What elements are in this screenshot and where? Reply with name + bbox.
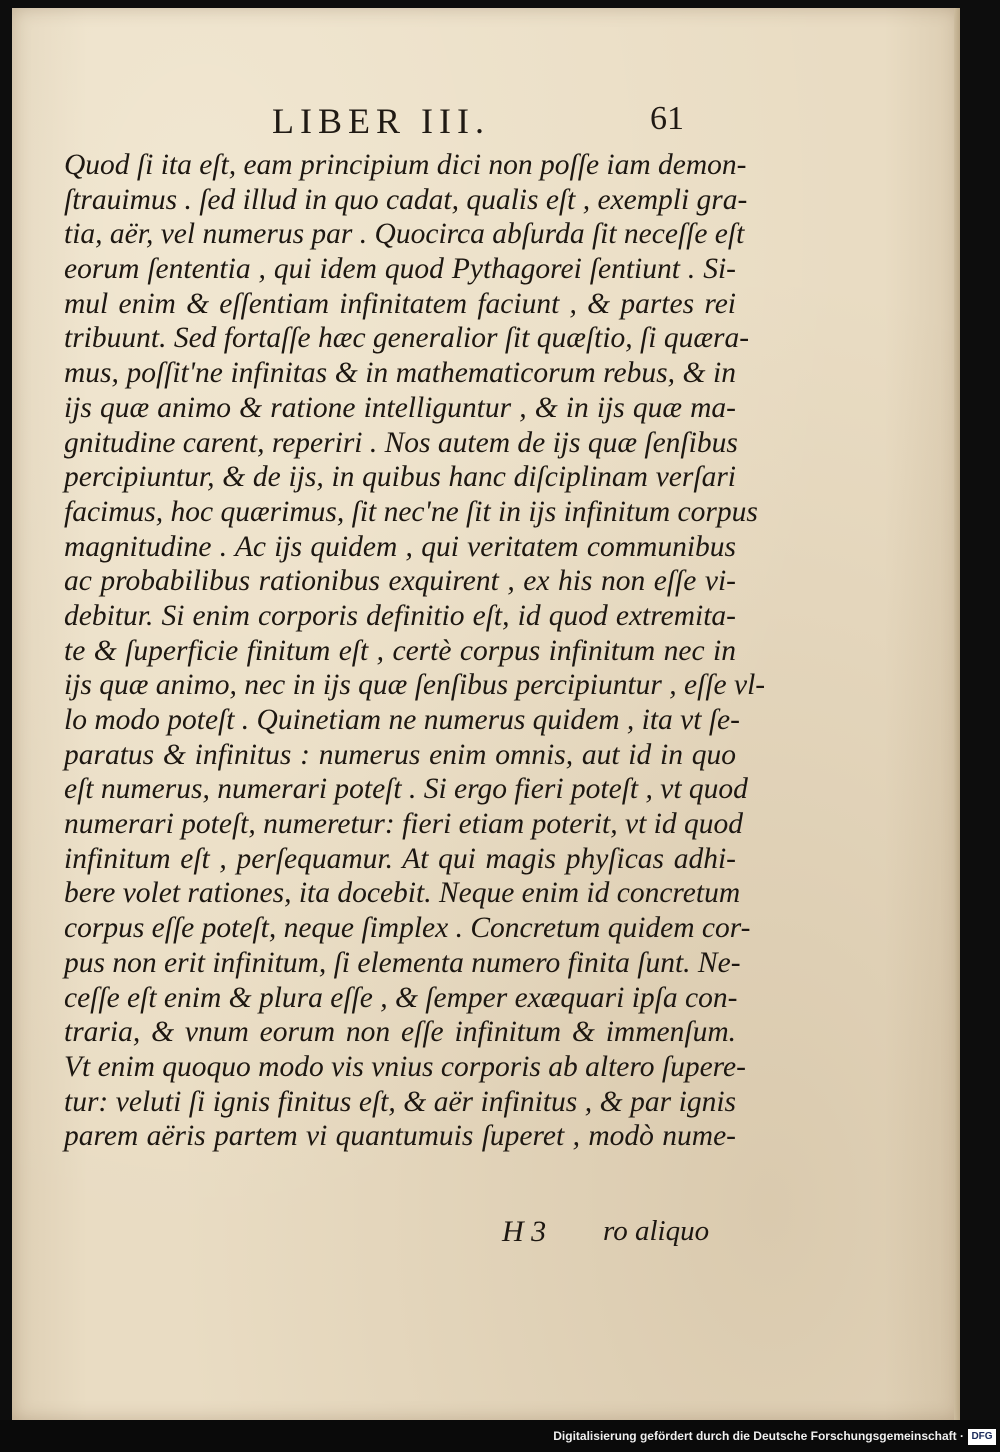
text-line: traria, & vnum eorum non eſſe infinitum & immenſum. (64, 1016, 736, 1049)
text-line: numerari poteſt, numeretur: fieri etiam poterit, vt id quod (64, 808, 743, 841)
page-edge (954, 8, 960, 1420)
text-line: Quod ſi ita eſt, eam principium dici non poſſe iam demon- (64, 149, 747, 181)
text-line: eorum ſententia , qui idem quod Pythagorei ſentiunt . Si- (64, 253, 736, 286)
text-line: te & ſuperficie finitum eſt , certè corpus infinitum nec in (64, 634, 736, 667)
text-line: debitur. Si enim corporis definitio eſt, id quod extremita- (64, 599, 736, 632)
footer-bar (0, 1420, 1000, 1452)
text-line: eſt numerus, numerari poteſt . Si ergo fieri poteſt , vt quod (64, 773, 748, 806)
text-line: ijs quæ animo & ratione intelliguntur , & in ijs quæ ma- (64, 391, 736, 424)
digitization-credit: Digitalisierung gefördert durch die Deutsche Forschungsgemeinschaft · (553, 1429, 964, 1443)
text-block (64, 148, 766, 1154)
text-line: bere volet rationes, ita docebit. Neque enim id concretum (64, 877, 741, 910)
text-line: magnitudine . Ac ijs quidem , qui veritatem communibus (64, 530, 736, 563)
text-line: percipiuntur, & de ijs, in quibus hanc diſciplinam verſari (64, 461, 736, 494)
text-line: facimus, hoc quærimus, ſit nec'ne ſit in ijs infinitum corpus (64, 495, 758, 528)
running-head: LIBER III. (272, 101, 490, 141)
text-line: gnitudine carent, reperiri . Nos autem de ijs quæ ſenſibus (64, 426, 738, 459)
signature-mark: H 3 (502, 1215, 547, 1248)
text-line: mul enim & eſſentiam infinitatem faciunt , & partes rei (64, 287, 736, 320)
text-line: pus non erit infinitum, ſi elementa numero finita ſunt. Ne- (64, 946, 741, 979)
text-line: tribuunt. Sed fortaſſe hæc generalior ſit quæſtio, ſi quæra- (64, 322, 750, 355)
text-line: mus, poſſit'ne infinitas & in mathematicorum rebus, & in (64, 357, 736, 390)
text-line: parem aëris partem vi quantumuis ſuperet , modò nume- (64, 1120, 736, 1153)
text-line: ſtrauimus . ſed illud in quo cadat, qualis eſt , exempli gra- (64, 183, 748, 216)
text-line: ijs quæ animo, nec in ijs quæ ſenſibus percipiuntur , eſſe vl- (64, 669, 766, 702)
text-line: ceſſe eſt enim & plura eſſe , & ſemper exæquari ipſa con- (64, 981, 738, 1014)
text-line: lo modo poteſt . Quinetiam ne numerus quidem , ita vt ſe- (64, 704, 740, 736)
text-line: infinitum eſt , perſequamur. At qui magis phyſicas adhi- (64, 842, 736, 875)
text-line: corpus eſſe poteſt, neque ſimplex . Concretum quidem cor- (64, 912, 751, 945)
text-line: Vt enim quoquo modo vis vnius corporis ab altero ſupere- (64, 1050, 746, 1083)
text-line: paratus & infinitus : numerus enim omnis, aut id in quo (64, 738, 736, 771)
catchword: ro aliquo (603, 1215, 710, 1247)
text-line: tur: veluti ſi ignis finitus eſt, & aër infinitus , & par ignis (64, 1085, 736, 1118)
dfg-logo-icon: DFG (968, 1429, 996, 1445)
text-line: ac probabilibus rationibus exquirent , ex his non eſſe vi- (64, 565, 736, 598)
page-number: 61 (650, 100, 684, 137)
text-line: tia, aër, vel numerus par . Quocirca abſurda ſit neceſſe eſt (64, 218, 745, 251)
